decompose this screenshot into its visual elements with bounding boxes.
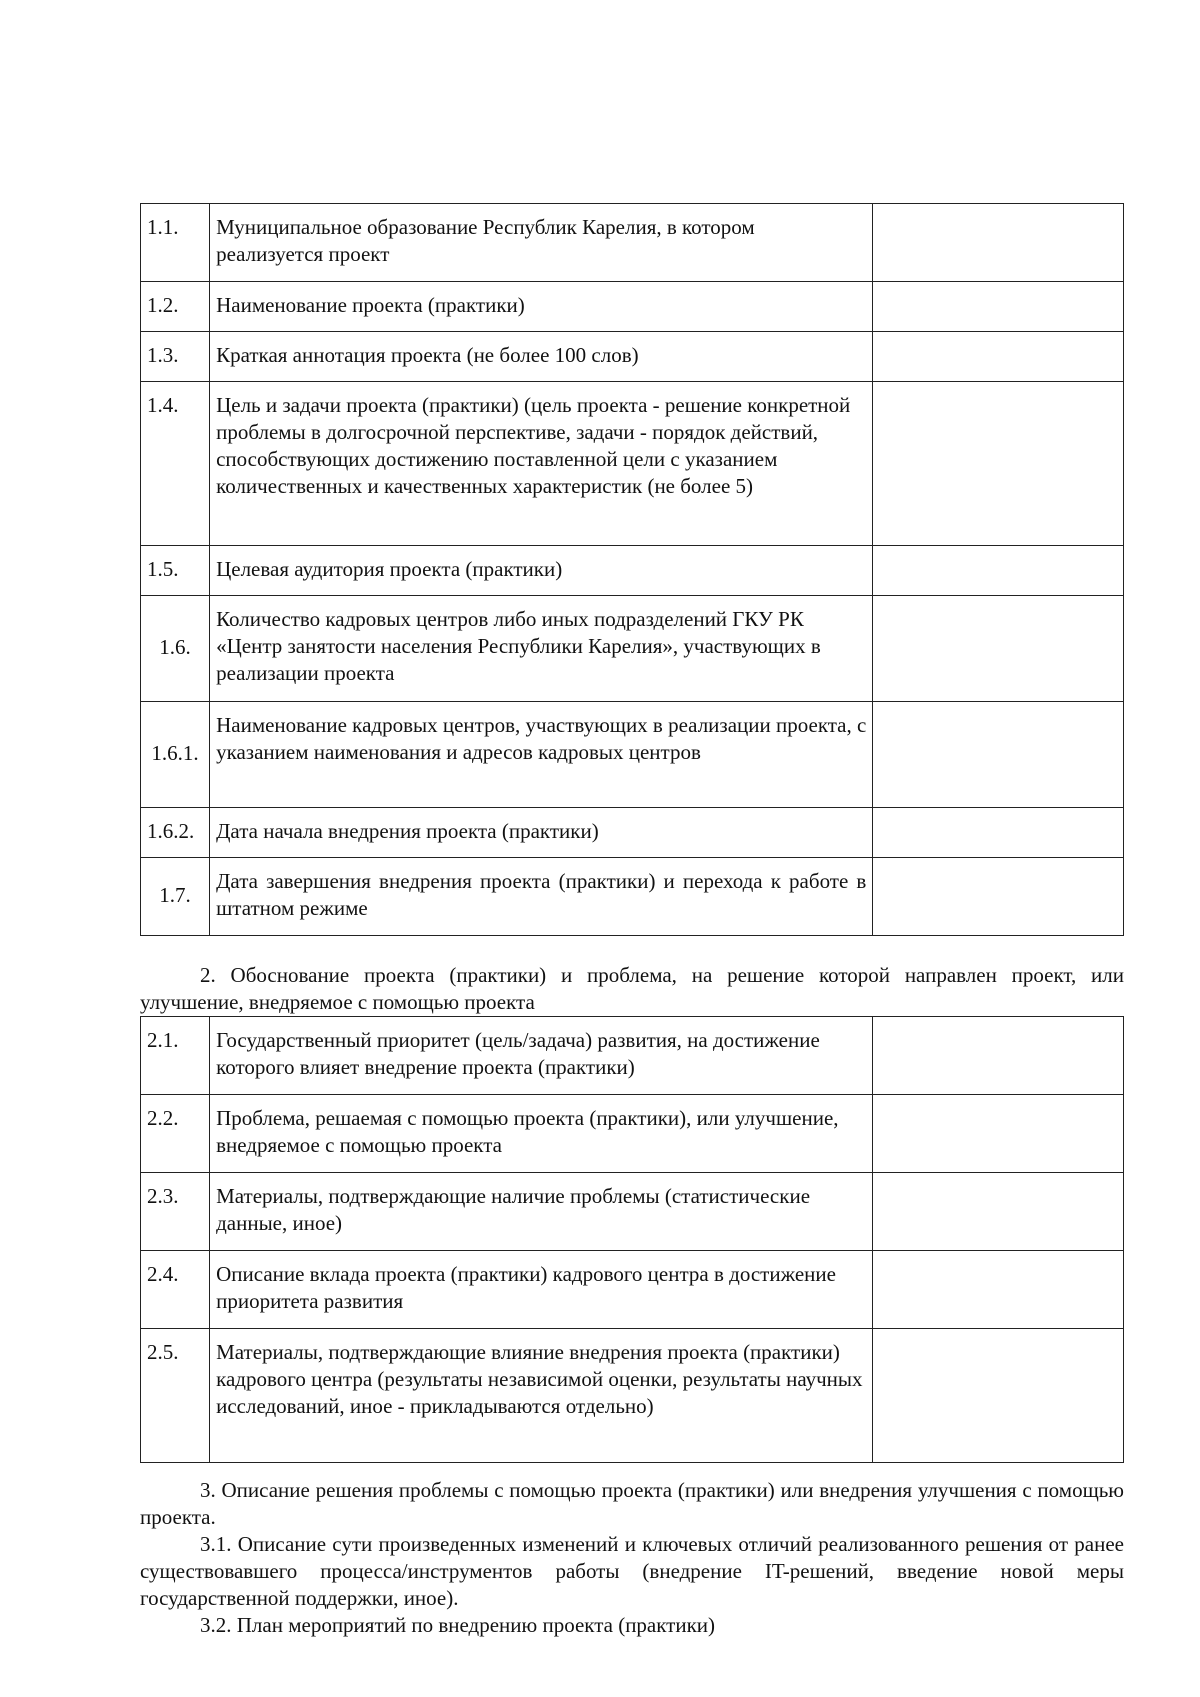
table-row: [141, 382, 1124, 546]
row-number: 2.3.: [141, 1173, 210, 1251]
table-row: [141, 596, 1124, 702]
row-number: 2.5.: [141, 1329, 210, 1463]
table-row: [141, 546, 1124, 596]
row-number: 1.2.: [141, 282, 210, 332]
row-value-cell[interactable]: [873, 546, 1124, 596]
row-label: Дата начала внедрения проекта (практики): [210, 808, 873, 858]
row-label: Количество кадровых центров либо иных подразделений ГКУ РК «Центр занятости населения Республики Карелия», участвующих в реализации проекта: [210, 596, 873, 702]
table-row: [141, 1329, 1124, 1463]
row-label: Наименование кадровых центров, участвующих в реализации проекта, с указанием наименования и адресов кадровых центров: [210, 702, 873, 808]
row-number: 1.1.: [141, 204, 210, 282]
row-number: 2.1.: [141, 1017, 210, 1095]
table-row: [141, 1251, 1124, 1329]
row-value-cell[interactable]: [873, 382, 1124, 546]
row-number: 2.2.: [141, 1095, 210, 1173]
row-number: 1.3.: [141, 332, 210, 382]
row-label: Проблема, решаемая с помощью проекта (практики), или улучшение, внедряемое с помощью проекта: [210, 1095, 873, 1173]
row-value-cell[interactable]: [873, 702, 1124, 808]
row-value-cell[interactable]: [873, 808, 1124, 858]
section-3-heading: 3. Описание решения проблемы с помощью проекта (практики) или внедрения улучшения с помощью проекта.: [140, 1478, 1124, 1529]
row-value-cell[interactable]: [873, 1095, 1124, 1173]
row-number: 1.6.1.: [141, 702, 210, 808]
paragraph-3-1: 3.1. Описание сути произведенных изменений и ключевых отличий реализованного решения от ранее существовавшего процесса/инструментов работы (внедрение IT-решений, введение новой меры государственной поддержки, иное).: [140, 1532, 1124, 1610]
row-value-cell[interactable]: [873, 1251, 1124, 1329]
row-number: 1.4.: [141, 382, 210, 546]
row-label: Цель и задачи проекта (практики) (цель проекта - решение конкретной проблемы в долгосрочной перспективе, задачи - порядок действий, способствующих достижению поставленной цели с указанием количественных и качественных характеристик (не более 5): [210, 382, 873, 546]
row-value-cell[interactable]: [873, 1329, 1124, 1463]
row-value-cell[interactable]: [873, 858, 1124, 936]
table-row: [141, 808, 1124, 858]
row-number: 2.4.: [141, 1251, 210, 1329]
paragraph-3-2: 3.2. План мероприятий по внедрению проекта (практики): [200, 1613, 716, 1637]
row-label: Государственный приоритет (цель/задача) развития, на достижение которого влияет внедрение проекта (практики): [210, 1017, 873, 1095]
row-label: Описание вклада проекта (практики) кадрового центра в достижение приоритета развития: [210, 1251, 873, 1329]
row-value-cell[interactable]: [873, 596, 1124, 702]
row-number: 1.5.: [141, 546, 210, 596]
row-number: 1.6.: [141, 596, 210, 702]
section-2-heading: 2. Обоснование проекта (практики) и проблема, на решение которой направлен проект, или улучшение, внедряемое с помощью проекта: [140, 963, 1124, 1014]
table-row: [141, 702, 1124, 808]
table-row: [141, 204, 1124, 282]
table-row: [141, 858, 1124, 936]
row-label: Наименование проекта (практики): [210, 282, 873, 332]
row-number: 1.6.2.: [141, 808, 210, 858]
row-value-cell[interactable]: [873, 1173, 1124, 1251]
table-row: [141, 282, 1124, 332]
row-value-cell[interactable]: [873, 1017, 1124, 1095]
row-value-cell[interactable]: [873, 282, 1124, 332]
row-label: Дата завершения внедрения проекта (практики) и перехода к работе в штатном режиме: [210, 858, 873, 936]
row-label: Материалы, подтверждающие влияние внедрения проекта (практики) кадрового центра (результаты независимой оценки, результаты научных исследований, иное - прикладываются отдельно): [210, 1329, 873, 1463]
row-value-cell[interactable]: [873, 204, 1124, 282]
row-label: Материалы, подтверждающие наличие проблемы (статистические данные, иное): [210, 1173, 873, 1251]
justification-table: [140, 1016, 1124, 1463]
row-label: Муниципальное образование Республик Карелия, в котором реализуется проект: [210, 204, 873, 282]
row-value-cell[interactable]: [873, 332, 1124, 382]
row-number: 1.7.: [141, 858, 210, 936]
project-info-table: [140, 203, 1124, 936]
table-row: [141, 1173, 1124, 1251]
table-row: [141, 1017, 1124, 1095]
table-row: [141, 1095, 1124, 1173]
row-label: Целевая аудитория проекта (практики): [210, 546, 873, 596]
row-label: Краткая аннотация проекта (не более 100 слов): [210, 332, 873, 382]
table-row: [141, 332, 1124, 382]
document-page: [140, 203, 1124, 1639]
